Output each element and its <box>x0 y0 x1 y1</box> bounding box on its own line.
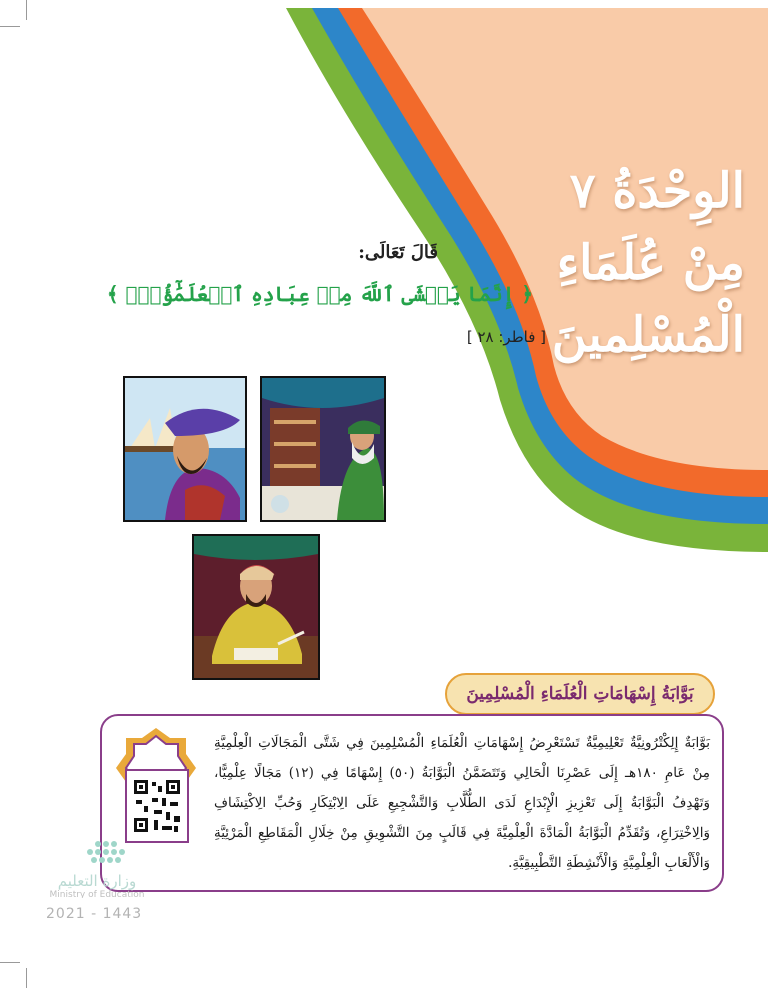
edition-year: 2021 - 1443 <box>46 906 143 922</box>
portal-heading-banner <box>445 673 715 715</box>
qr-code-icon <box>114 726 198 844</box>
unit-title-line: الْمُسْلِمينَ <box>551 307 745 363</box>
ministry-logo-en: Ministry of Education <box>49 890 145 898</box>
portal-heading: بَوَّابَةُ إِسْهَامَاتِ الْعُلَمَاءِ الْمُسْلِمِينَ <box>466 684 694 704</box>
unit-title-line: مِنْ عُلَمَاءِ <box>556 235 745 291</box>
crop-mark <box>0 962 20 963</box>
verse-citation: [ فاطر: ٢٨ ] <box>466 328 546 346</box>
ministry-logo <box>42 838 152 902</box>
portal-description: بَوَّابَةٌ إِلِكْتْرُونِيَّةٌ تَعْلِيمِيَّةٌ تَسْتَعْرِضُ إِسْهَامَاتِ الْعُلَمَاءِ الْمُسْلِمِينَ فِي شَتَّى الْمَجَالَاتِ الْعِلْمِيَّةِ مِنْ عَامِ ١٨٠هـ إِلَى عَصْرِنَا الْحَالِي وَتَتَضَمَّنُ الْبَوَّابَةُ (٥٠) إِسْهَامًا فِي (١٢) مَجَالًا عِلْمِيًّا، وَتَهْدِفُ الْبَوَّابَةُ إِلَى تَعْزِيزِ الْإِبْدَاعِ لَدَى الطُّلَّابِ وَالتَّشْجِيعِ عَلَى الِابْتِكَارِ وَحُبِّ الِاكْتِشَافِ وَالِاخْتِرَاعِ، وَتُقَدِّمُ الْبَوَّابَةُ الْمَادَّةَ الْعِلْمِيَّةَ فِي قَالَبٍ مِنَ التَّشْوِيقِ مِنْ خِلَالِ الْمَقَاطِعِ الْمَرْئِيَّةِ وَالْأَلْعَابِ الْعِلْمِيَّةِ وَالْأَنْشِطَةِ التَّطْبِيقِيَّةِ. <box>214 735 711 871</box>
ministry-logo-ar: وزارة التعليم <box>57 872 137 890</box>
unit-title-line: الوِحْدَةُ ٧ <box>569 163 745 219</box>
scholar-laboratory-illustration <box>260 376 386 522</box>
quran-verse: ﴿ إِنَّمَا يَخۡشَى ٱللَّهَ مِنۡ عِبَادِهِ ٱلۡعُلَمَٰٓؤُاْۗ ﴾ <box>106 282 534 306</box>
ministry-logo-icon <box>42 838 152 898</box>
verse-intro: قَالَ تَعَالَى: <box>358 242 438 263</box>
qr-code-block[interactable] <box>114 726 198 844</box>
scholar-writing-illustration <box>192 534 320 680</box>
crop-mark <box>26 968 27 988</box>
scholar-harbor-illustration <box>123 376 247 522</box>
portal-info-panel <box>100 714 724 892</box>
